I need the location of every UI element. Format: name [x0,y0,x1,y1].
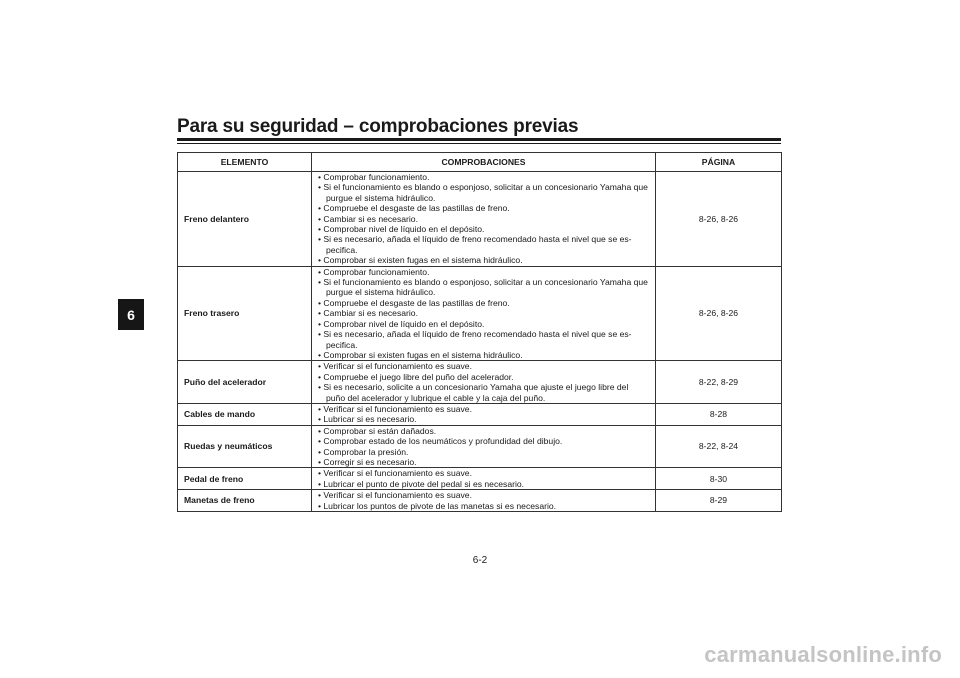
check-item: • Verificar si el funcionamiento es suave. [318,490,649,500]
check-item: • Compruebe el juego libre del puño del acelerador. [318,372,649,382]
check-item: • Si es necesario, añada el líquido de freno recomendado hasta el nivel que se es-pecifica. [318,329,649,350]
checks-list [318,468,649,489]
checks-list [318,490,649,511]
row-element-label: Cables de mando [178,403,312,425]
row-checks-cell [312,468,656,490]
row-element-label: Manetas de freno [178,490,312,512]
check-item: • Cambiar si es necesario. [318,214,649,224]
checks-list [318,267,649,361]
title-rule-thin [177,143,781,144]
check-item: • Comprobar si existen fugas en el sistema hidráulico. [318,255,649,265]
check-item: • Si el funcionamiento es blando o esponjoso, solicitar a un concesionario Yamaha que purgue el sistema hidráulico. [318,182,649,203]
row-element-label: Freno delantero [178,172,312,267]
check-item: • Si es necesario, solicite a un concesionario Yamaha que ajuste el juego libre del puño del acelerador y lubrique el cable y la caja del puño. [318,382,649,403]
check-item: • Cambiar si es necesario. [318,308,649,318]
page-title: Para su seguridad – comprobaciones previas [177,116,579,137]
check-item: • Corregir si es necesario. [318,457,649,467]
checks-list [318,404,649,425]
check-item: • Comprobar funcionamiento. [318,172,649,182]
page-number: 6-2 [472,555,488,566]
check-item: • Comprobar la presión. [318,447,649,457]
row-page-ref: 8-26, 8-26 [656,172,782,267]
check-item: • Lubricar si es necesario. [318,414,649,424]
column-header-element: ELEMENTO [178,153,312,172]
title-rule-thick [177,138,781,141]
check-item: • Si es necesario, añada el líquido de freno recomendado hasta el nivel que se es-pecifica. [318,234,649,255]
row-checks-cell [312,266,656,361]
check-item: • Comprobar estado de los neumáticos y profundidad del dibujo. [318,436,649,446]
table-row [178,468,782,490]
column-header-page: PÁGINA [656,153,782,172]
row-checks-cell [312,490,656,512]
row-page-ref: 8-30 [656,468,782,490]
check-item: • Verificar si el funcionamiento es suave. [318,404,649,414]
column-header-checks: COMPROBACIONES [312,153,656,172]
table-row [178,403,782,425]
row-element-label: Ruedas y neumáticos [178,425,312,468]
table-header-row [178,153,782,172]
checks-list [318,426,649,468]
check-item: • Comprobar nivel de líquido en el depósito. [318,319,649,329]
row-page-ref: 8-22, 8-24 [656,425,782,468]
checks-list [318,361,649,403]
check-item: • Comprobar si existen fugas en el sistema hidráulico. [318,350,649,360]
row-checks-cell [312,172,656,267]
chapter-tab: 6 [118,299,144,330]
check-item: • Lubricar el punto de pivote del pedal si es necesario. [318,479,649,489]
check-item: • Comprobar si están dañados. [318,426,649,436]
row-checks-cell [312,361,656,404]
check-item: • Verificar si el funcionamiento es suave. [318,468,649,478]
table-row [178,361,782,404]
row-page-ref: 8-28 [656,403,782,425]
check-item: • Comprobar funcionamiento. [318,267,649,277]
check-item: • Si el funcionamiento es blando o esponjoso, solicitar a un concesionario Yamaha que purgue el sistema hidráulico. [318,277,649,298]
table-row [178,490,782,512]
pre-ride-checks-table [177,152,782,512]
table-row [178,425,782,468]
row-element-label: Freno trasero [178,266,312,361]
table-row [178,266,782,361]
check-item: • Verificar si el funcionamiento es suave. [318,361,649,371]
row-checks-cell [312,425,656,468]
check-item: • Lubricar los puntos de pivote de las manetas si es necesario. [318,501,649,511]
table-body [178,172,782,512]
table-row [178,172,782,267]
check-item: • Comprobar nivel de líquido en el depósito. [318,224,649,234]
row-element-label: Puño del acelerador [178,361,312,404]
check-item: • Compruebe el desgaste de las pastillas de freno. [318,298,649,308]
check-item: • Compruebe el desgaste de las pastillas de freno. [318,203,649,213]
row-checks-cell [312,403,656,425]
row-page-ref: 8-26, 8-26 [656,266,782,361]
watermark-text: carmanualsonline.info [704,642,942,667]
row-page-ref: 8-22, 8-29 [656,361,782,404]
checks-list [318,172,649,266]
row-page-ref: 8-29 [656,490,782,512]
row-element-label: Pedal de freno [178,468,312,490]
